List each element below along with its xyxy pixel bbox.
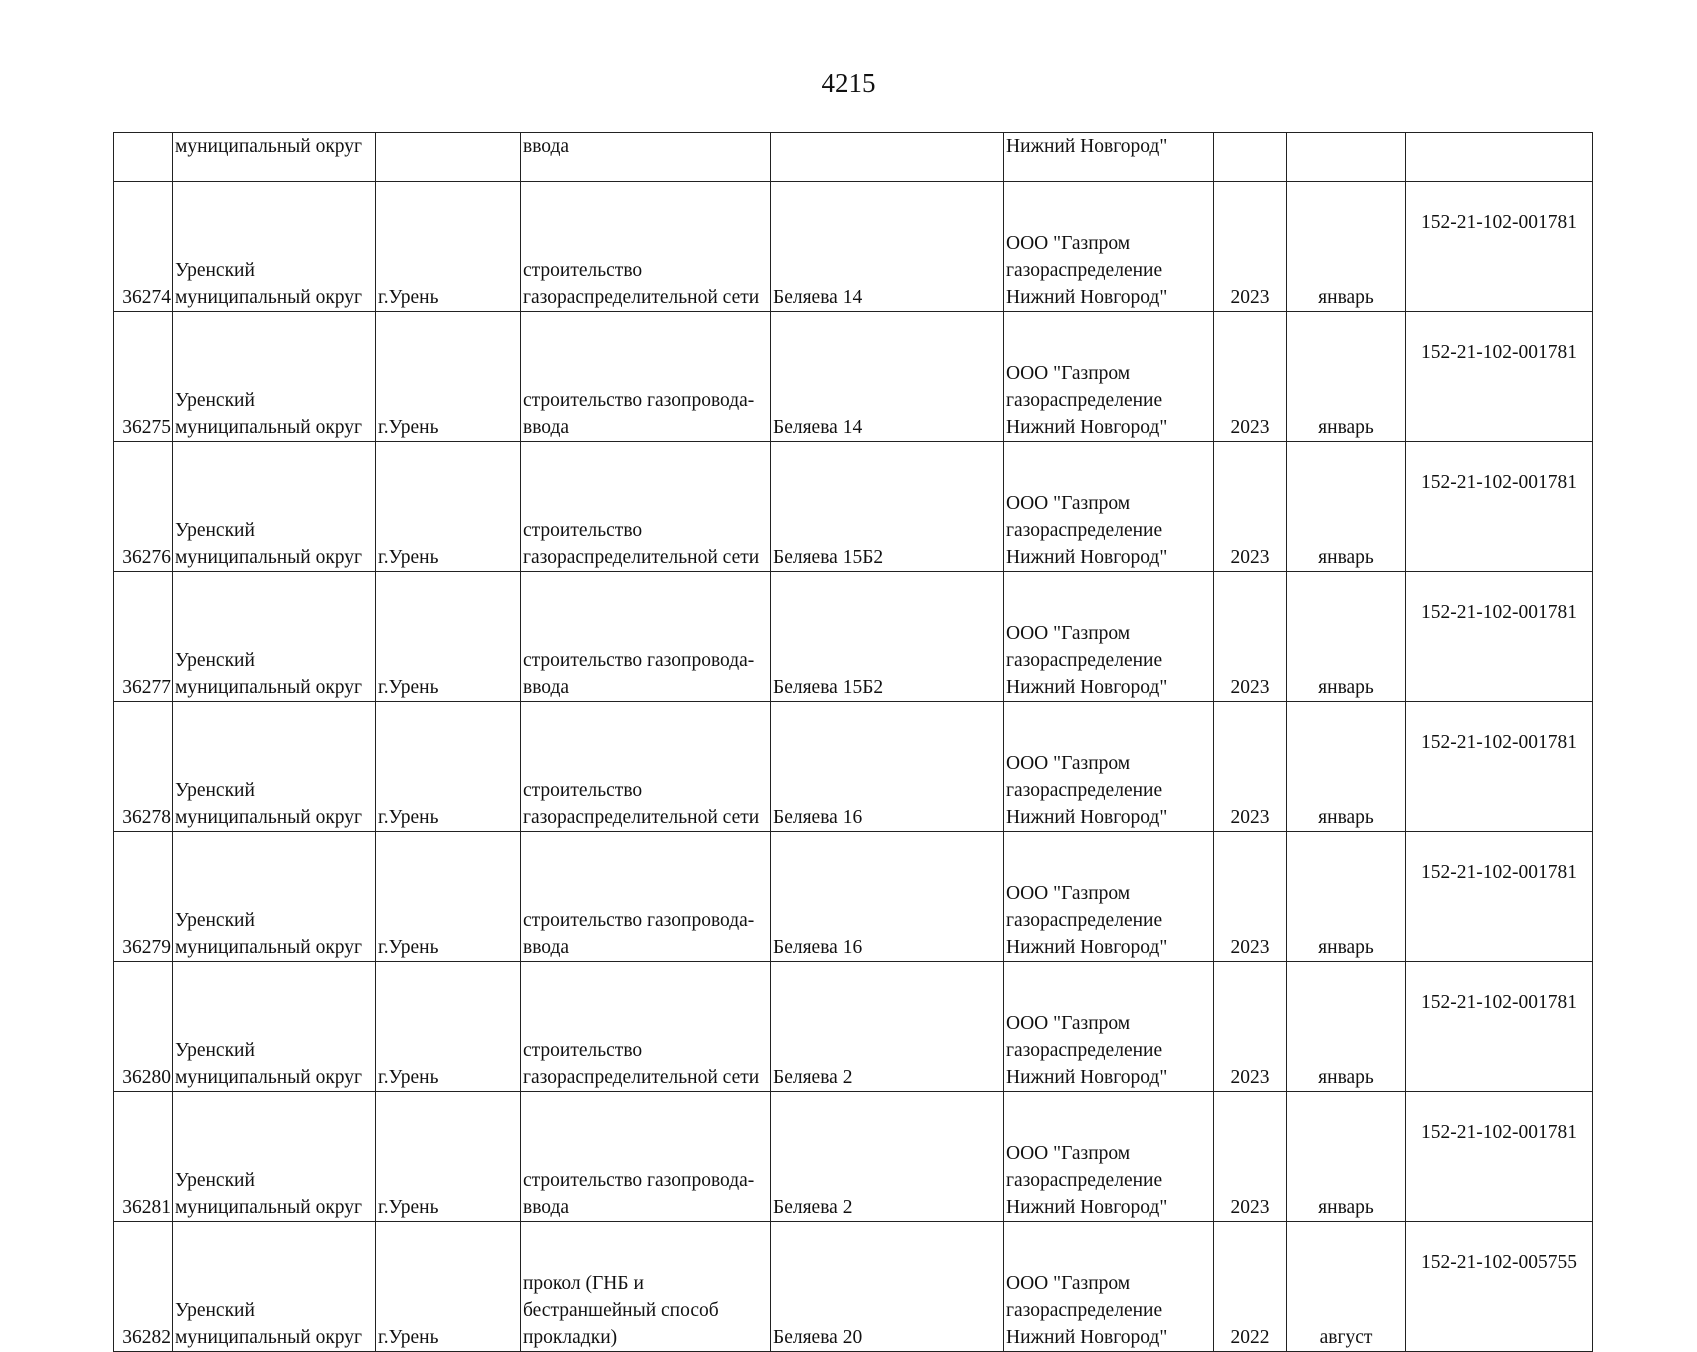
organization-cell-line: Нижний Новгород"	[1006, 417, 1168, 438]
district-cell-line: Уренский	[175, 1170, 255, 1191]
gas-works-table	[113, 132, 1593, 1352]
district-cell-line: Уренский	[175, 910, 255, 931]
organization-cell-line: Нижний Новгород"	[1006, 937, 1168, 958]
organization-cell	[1004, 182, 1214, 312]
district-cell-line: Уренский	[175, 1300, 255, 1321]
address-cell: Беляева 14	[771, 182, 1004, 312]
code-cell: 152-21-102-001781	[1406, 572, 1593, 702]
year-cell: 2023	[1214, 1092, 1287, 1222]
locality-cell: г.Урень	[376, 312, 521, 442]
district-cell	[173, 442, 376, 572]
table-row	[114, 832, 1593, 962]
month-cell: август	[1287, 1222, 1406, 1352]
organization-cell-line: ООО "Газпром	[1006, 1143, 1131, 1164]
organization-cell-line: Нижний Новгород"	[1006, 1197, 1168, 1218]
district-cell-line: Уренский	[175, 520, 255, 541]
work-type-cell-line: газораспределительной сети	[523, 1067, 760, 1088]
address-cell: Беляева 2	[771, 1092, 1004, 1222]
district-cell-line: муниципальный округ	[175, 677, 363, 698]
district-cell	[173, 572, 376, 702]
work-type-cell	[521, 1092, 771, 1222]
district-cell-line: Уренский	[175, 390, 255, 411]
work-type-cell	[521, 702, 771, 832]
work-type-cell	[521, 133, 771, 182]
work-type-cell-line: ввода	[523, 136, 570, 157]
district-cell-line: муниципальный округ	[175, 807, 363, 828]
organization-cell-line: газораспределение	[1006, 1300, 1163, 1321]
organization-cell	[1004, 1222, 1214, 1352]
year-cell: 2023	[1214, 832, 1287, 962]
year-cell: 2023	[1214, 182, 1287, 312]
organization-cell	[1004, 133, 1214, 182]
organization-cell	[1004, 312, 1214, 442]
row-number	[114, 133, 173, 182]
work-type-cell-line: строительство	[523, 780, 643, 801]
code-cell: 152-21-102-005755	[1406, 1222, 1593, 1352]
work-type-cell-line: ввода	[523, 677, 570, 698]
work-type-cell	[521, 442, 771, 572]
code-cell: 152-21-102-001781	[1406, 312, 1593, 442]
address-cell: Беляева 15Б2	[771, 442, 1004, 572]
organization-cell-line: Нижний Новгород"	[1006, 287, 1168, 308]
row-number: 36280	[114, 962, 173, 1092]
district-cell	[173, 962, 376, 1092]
work-type-cell-line: строительство газопровода-	[523, 390, 755, 411]
organization-cell	[1004, 572, 1214, 702]
code-cell: 152-21-102-001781	[1406, 1092, 1593, 1222]
district-cell-line: Уренский	[175, 650, 255, 671]
work-type-cell-line: ввода	[523, 937, 570, 958]
district-cell-line: Уренский	[175, 1040, 255, 1061]
organization-cell	[1004, 962, 1214, 1092]
table-row	[114, 572, 1593, 702]
work-type-cell-line: газораспределительной сети	[523, 547, 760, 568]
work-type-cell	[521, 572, 771, 702]
organization-cell-line: Нижний Новгород"	[1006, 1327, 1168, 1348]
row-number: 36276	[114, 442, 173, 572]
table-row	[114, 962, 1593, 1092]
work-type-cell	[521, 962, 771, 1092]
table-row	[114, 182, 1593, 312]
district-cell-line: Уренский	[175, 260, 255, 281]
organization-cell-line: газораспределение	[1006, 650, 1163, 671]
work-type-cell-line: прокладки)	[523, 1327, 618, 1348]
row-number: 36279	[114, 832, 173, 962]
organization-cell-line: газораспределение	[1006, 1040, 1163, 1061]
table-row	[114, 312, 1593, 442]
locality-cell: г.Урень	[376, 572, 521, 702]
row-number: 36277	[114, 572, 173, 702]
organization-cell-line: ООО "Газпром	[1006, 1013, 1131, 1034]
work-type-cell	[521, 1222, 771, 1352]
organization-cell-line: ООО "Газпром	[1006, 363, 1131, 384]
organization-cell-line: газораспределение	[1006, 390, 1163, 411]
month-cell: январь	[1287, 702, 1406, 832]
district-cell-line: муниципальный округ	[175, 417, 363, 438]
organization-cell-line: ООО "Газпром	[1006, 623, 1131, 644]
locality-cell	[376, 133, 521, 182]
year-cell: 2023	[1214, 702, 1287, 832]
month-cell: январь	[1287, 312, 1406, 442]
district-cell-line: муниципальный округ	[175, 1197, 363, 1218]
work-type-cell-line: строительство	[523, 520, 643, 541]
month-cell: январь	[1287, 572, 1406, 702]
district-cell	[173, 312, 376, 442]
organization-cell-line: Нижний Новгород"	[1006, 136, 1168, 157]
month-cell: январь	[1287, 832, 1406, 962]
year-cell: 2022	[1214, 1222, 1287, 1352]
organization-cell-line: ООО "Газпром	[1006, 233, 1131, 254]
work-type-cell-line: ввода	[523, 1197, 570, 1218]
organization-cell-line: ООО "Газпром	[1006, 883, 1131, 904]
district-cell	[173, 133, 376, 182]
district-cell	[173, 702, 376, 832]
district-cell	[173, 182, 376, 312]
locality-cell: г.Урень	[376, 962, 521, 1092]
district-cell	[173, 1092, 376, 1222]
table-row	[114, 1092, 1593, 1222]
organization-cell-line: Нижний Новгород"	[1006, 677, 1168, 698]
district-cell	[173, 832, 376, 962]
row-number: 36281	[114, 1092, 173, 1222]
district-cell-line: муниципальный округ	[175, 287, 363, 308]
row-number: 36278	[114, 702, 173, 832]
district-cell-line: муниципальный округ	[175, 547, 363, 568]
address-cell	[771, 133, 1004, 182]
organization-cell-line: Нижний Новгород"	[1006, 807, 1168, 828]
work-type-cell-line: прокол (ГНБ и	[523, 1273, 644, 1294]
district-cell	[173, 1222, 376, 1352]
code-cell: 152-21-102-001781	[1406, 702, 1593, 832]
work-type-cell-line: строительство газопровода-	[523, 650, 755, 671]
code-cell: 152-21-102-001781	[1406, 962, 1593, 1092]
address-cell: Беляева 16	[771, 702, 1004, 832]
work-type-cell-line: строительство	[523, 260, 643, 281]
district-cell-line: муниципальный округ	[175, 1067, 363, 1088]
work-type-cell	[521, 832, 771, 962]
table-row	[114, 702, 1593, 832]
district-cell-line: муниципальный округ	[175, 1327, 363, 1348]
work-type-cell-line: бестраншейный способ	[523, 1300, 719, 1321]
organization-cell-line: Нижний Новгород"	[1006, 547, 1168, 568]
work-type-cell	[521, 312, 771, 442]
year-cell: 2023	[1214, 442, 1287, 572]
locality-cell: г.Урень	[376, 442, 521, 572]
row-number: 36282	[114, 1222, 173, 1352]
month-cell: январь	[1287, 442, 1406, 572]
organization-cell-line: газораспределение	[1006, 260, 1163, 281]
organization-cell-line: Нижний Новгород"	[1006, 1067, 1168, 1088]
locality-cell: г.Урень	[376, 702, 521, 832]
work-type-cell-line: газораспределительной сети	[523, 287, 760, 308]
year-cell: 2023	[1214, 312, 1287, 442]
work-type-cell-line: строительство газопровода-	[523, 910, 755, 931]
organization-cell	[1004, 832, 1214, 962]
address-cell: Беляева 20	[771, 1222, 1004, 1352]
work-type-cell-line: ввода	[523, 417, 570, 438]
work-type-cell-line: строительство	[523, 1040, 643, 1061]
organization-cell-line: газораспределение	[1006, 520, 1163, 541]
district-cell-line: муниципальный округ	[175, 136, 363, 157]
table-row	[114, 133, 1593, 182]
table-body	[114, 133, 1593, 1352]
work-type-cell-line: строительство газопровода-	[523, 1170, 755, 1191]
table-row	[114, 1222, 1593, 1352]
year-cell	[1214, 133, 1287, 182]
address-cell: Беляева 16	[771, 832, 1004, 962]
organization-cell-line: газораспределение	[1006, 910, 1163, 931]
code-cell: 152-21-102-001781	[1406, 182, 1593, 312]
row-number: 36275	[114, 312, 173, 442]
year-cell: 2023	[1214, 572, 1287, 702]
work-type-cell-line: газораспределительной сети	[523, 807, 760, 828]
code-cell	[1406, 133, 1593, 182]
page-number: 4215	[821, 68, 876, 98]
locality-cell: г.Урень	[376, 1222, 521, 1352]
month-cell: январь	[1287, 1092, 1406, 1222]
code-cell: 152-21-102-001781	[1406, 442, 1593, 572]
address-cell: Беляева 15Б2	[771, 572, 1004, 702]
work-type-cell	[521, 182, 771, 312]
organization-cell-line: ООО "Газпром	[1006, 1273, 1131, 1294]
organization-cell-line: газораспределение	[1006, 780, 1163, 801]
district-cell-line: муниципальный округ	[175, 937, 363, 958]
organization-cell-line: ООО "Газпром	[1006, 753, 1131, 774]
locality-cell: г.Урень	[376, 1092, 521, 1222]
locality-cell: г.Урень	[376, 832, 521, 962]
code-cell: 152-21-102-001781	[1406, 832, 1593, 962]
month-cell: январь	[1287, 182, 1406, 312]
locality-cell: г.Урень	[376, 182, 521, 312]
organization-cell	[1004, 702, 1214, 832]
table-row	[114, 442, 1593, 572]
address-cell: Беляева 2	[771, 962, 1004, 1092]
organization-cell	[1004, 1092, 1214, 1222]
row-number: 36274	[114, 182, 173, 312]
district-cell-line: Уренский	[175, 780, 255, 801]
month-cell: январь	[1287, 962, 1406, 1092]
year-cell: 2023	[1214, 962, 1287, 1092]
organization-cell	[1004, 442, 1214, 572]
organization-cell-line: ООО "Газпром	[1006, 493, 1131, 514]
month-cell	[1287, 133, 1406, 182]
organization-cell-line: газораспределение	[1006, 1170, 1163, 1191]
address-cell: Беляева 14	[771, 312, 1004, 442]
